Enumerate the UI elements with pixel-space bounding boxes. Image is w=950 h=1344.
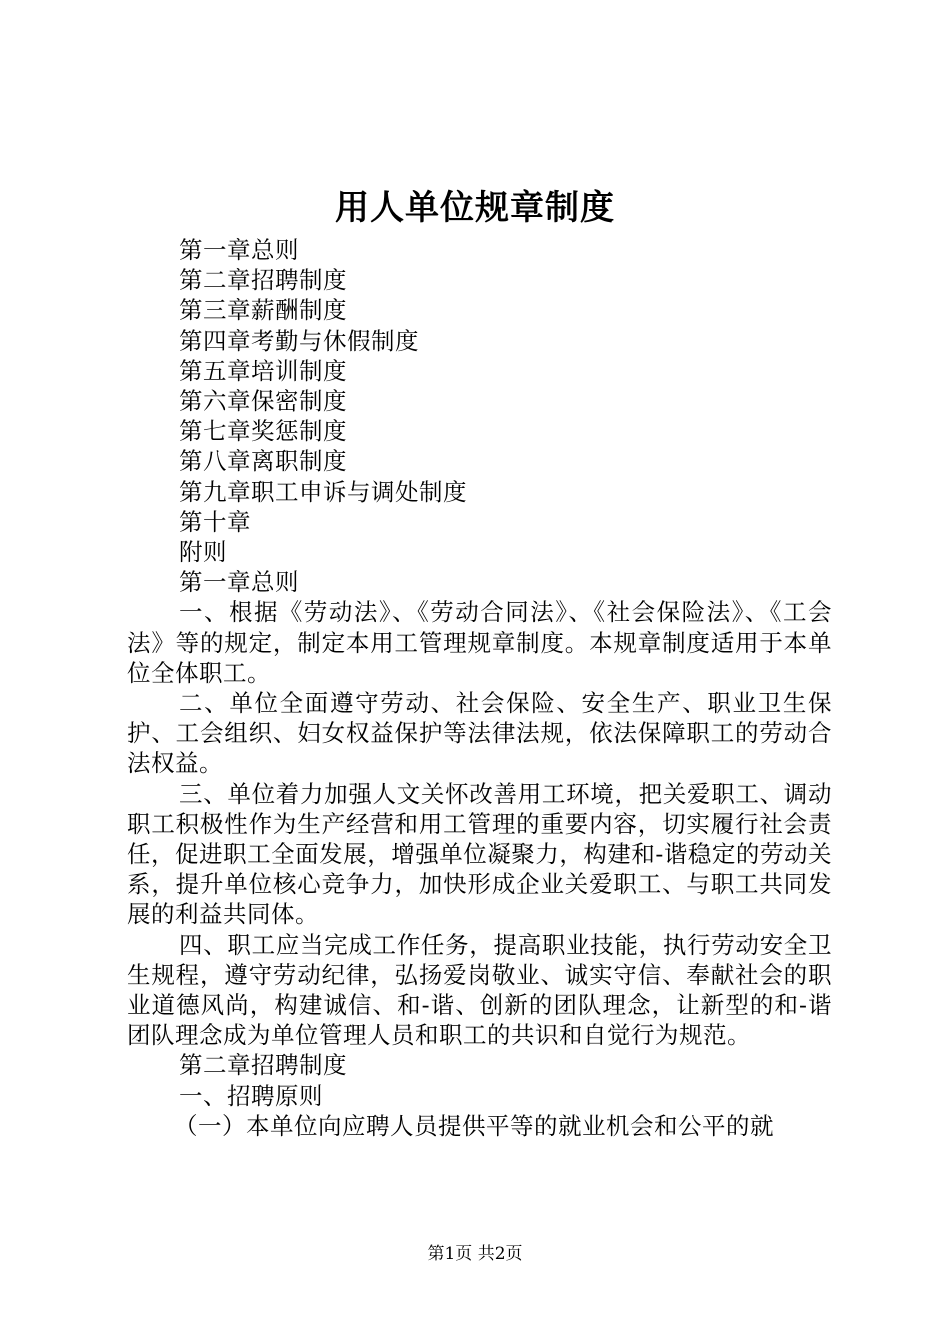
toc-item: 第九章职工申诉与调处制度 (179, 477, 467, 506)
paragraph: 四、职工应当完成工作任务，提高职业技能，执行劳动安全卫生规程，遵守劳动纪律，弘扬爱岗敬业、诚实守信、奉献社会的职业道德风尚，构建诚信、和-谐、创新的团队理念，让新型的和-谐团队理念成为单位管理人员和职工的共识和自觉行为规范。 (127, 930, 832, 1050)
toc-item: 第五章培训制度 (179, 356, 347, 385)
page-footer: 第1页 共2页 (427, 1244, 523, 1264)
document-body (127, 235, 832, 1141)
paragraph: 二、单位全面遵守劳动、社会保险、安全生产、职业卫生保护、工会组织、妇女权益保护等法律法规，依法保障职工的劳动合法权益。 (127, 689, 832, 778)
toc-item: 附则 (179, 538, 227, 567)
toc-item: 第七章奖惩制度 (179, 417, 347, 446)
toc-item: 第十章 (179, 507, 251, 536)
toc-item: 第六章保密制度 (179, 387, 347, 416)
paragraph: 一、根据《劳动法》、《劳动合同法》、《社会保险法》、《工会法》等的规定，制定本用工管理规章制度。本规章制度适用于本单位全体职工。 (127, 598, 832, 687)
chapter-heading: 第一章总则 (179, 568, 299, 597)
paragraph: （一）本单位向应聘人员提供平等的就业机会和公平的就 (174, 1111, 774, 1140)
chapter-heading: 第二章招聘制度 (179, 1051, 347, 1080)
toc-item: 第八章离职制度 (179, 447, 347, 476)
toc-item: 第一章总则 (179, 236, 299, 264)
section-heading: 一、招聘原则 (179, 1081, 323, 1110)
toc-item: 第三章薪酬制度 (179, 296, 347, 325)
toc-item: 第四章考勤与休假制度 (179, 326, 419, 355)
paragraph: 三、单位着力加强人文关怀改善用工环境，把关爱职工、调动职工积极性作为生产经营和用工管理的重要内容，切实履行社会责任，促进职工全面发展，增强单位凝聚力，构建和-谐稳定的劳动关系，提升单位核心竞争力，加快形成企业关爱职工、与职工共同发展的利益共同体。 (127, 779, 832, 929)
document-title: 用人单位规章制度 (335, 188, 615, 228)
toc-item: 第二章招聘制度 (179, 266, 347, 295)
